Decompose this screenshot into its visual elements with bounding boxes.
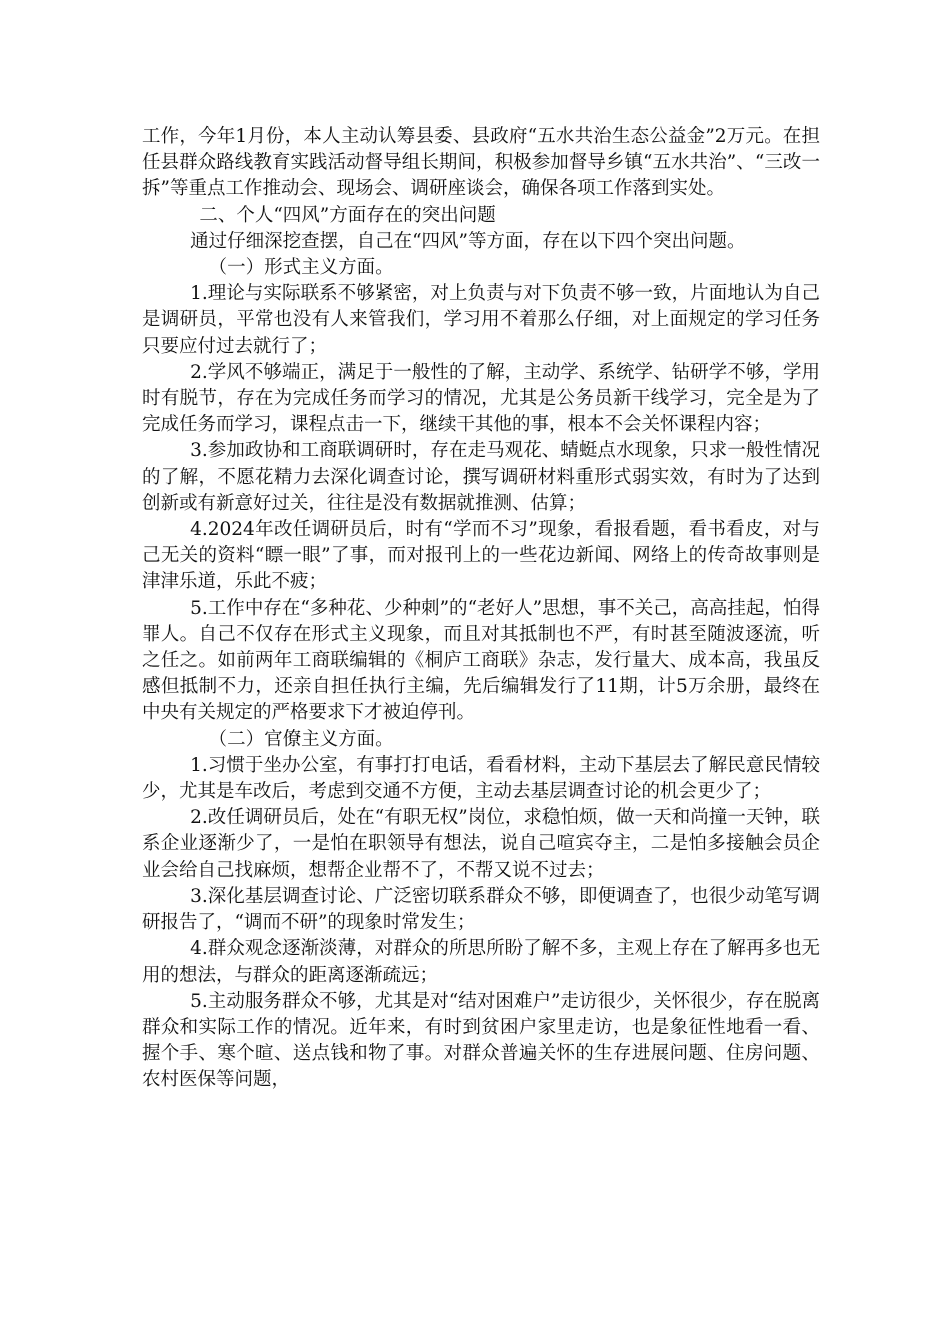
paragraph-formalism-5: 5.工作中存在“多种花、少种刺”的“老好人”思想，事不关己，高高挂起，怕得罪人。自己不仅存在形式主义现象，而且对其抵制也不严，有时甚至随波逐流，听之任之。如前两年工商联编辑的《桐庐工商联》杂志，发行量大、成本高，我虽反感但抵制不力，还亲自担任执行主编，先后编辑发行了11期，计5万余册，最终在中央有关规定的严格要求下才被迫停刊。: [142, 597, 820, 724]
paragraph-bureaucratism-4: 4.群众观念逐渐淡薄，对群众的所思所盼了解不多，主观上存在了解再多也无用的想法，与群众的距离逐渐疏远；: [142, 938, 820, 986]
paragraph-formalism-2: 2.学风不够端正，满足于一般性的了解，主动学、系统学、钻研学不够，学用时有脱节，存在为完成任务而学习的情况，尤其是公务员新干线学习，完全是为了完成任务而学习，课程点击一下，继续干其他的事，根本不会关怀课程内容；: [142, 361, 820, 436]
document-body: [142, 124, 820, 1094]
paragraph-bureaucratism-2: 2.改任调研员后，处在“有职无权”岗位，求稳怕烦，做一天和尚撞一天钟，联系企业逐渐少了，一是怕在职领导有想法，说自己喧宾夺主，二是怕多接触会员企业会给自己找麻烦，想帮企业帮不了，不帮又说不过去；: [142, 807, 820, 881]
section-heading-four-winds: 二、个人“四风”方面存在的突出问题: [199, 204, 496, 226]
paragraph-continued-work: 工作，今年1月份，本人主动认筹县委、县政府“五水共治生态公益金”2万元。在担任县群众路线教育实践活动督导组长期间，积极参加督导乡镇“五水共治”、“三改一拆”等重点工作推动会、现场会、调研座谈会，确保各项工作落到实处。: [142, 126, 820, 200]
paragraph-formalism-3: 3.参加政协和工商联调研时，存在走马观花、蜻蜓点水现象，只求一般性情况的了解，不愿花精力去深化调查讨论，撰写调研材料重形式弱实效，有时为了达到创新或有新意好过关，往往是没有数据就推测、估算；: [142, 440, 820, 514]
paragraph-formalism-1: 1.理论与实际联系不够紧密，对上负责与对下负责不够一致，片面地认为自己是调研员，平常也没有人来管我们，学习用不着那么仔细，对上面规定的学习任务只要应付过去就行了；: [142, 283, 820, 357]
paragraph-bureaucratism-5: 5.主动服务群众不够，尤其是对“结对困难户”走访很少，关怀很少，存在脱离群众和实际工作的情况。近年来，有时到贫困户家里走访，也是象征性地看一看、握个手、寒个暄、送点钱和物了事。对群众普遍关怀的生存进展问题、住房问题、农村医保等问题，: [142, 990, 820, 1091]
paragraph-intro: 通过仔细深挖查摆，自己在“四风”等方面，存在以下四个突出问题。: [190, 230, 746, 252]
paragraph-formalism-4: 4.2024年改任调研员后，时有“学而不习”现象，看报看题，看书看皮，对与己无关的资料“瞟一眼”了事，而对报刊上的一些花边新闻、网络上的传奇故事则是津津乐道，乐此不疲；: [142, 519, 820, 593]
subheading-bureaucratism: （二）官僚主义方面。: [208, 728, 394, 750]
subheading-formalism: （一）形式主义方面。: [208, 257, 394, 279]
paragraph-bureaucratism-1: 1.习惯于坐办公室，有事打打电话，看看材料，主动下基层去了解民意民情较少，尤其是车改后，考虑到交通不方便，主动去基层调查讨论的机会更少了；: [142, 754, 820, 803]
paragraph-bureaucratism-3: 3.深化基层调查讨论、广泛密切联系群众不够，即便调查了，也很少动笔写调研报告了，“调而不研”的现象时常发生；: [142, 885, 820, 934]
